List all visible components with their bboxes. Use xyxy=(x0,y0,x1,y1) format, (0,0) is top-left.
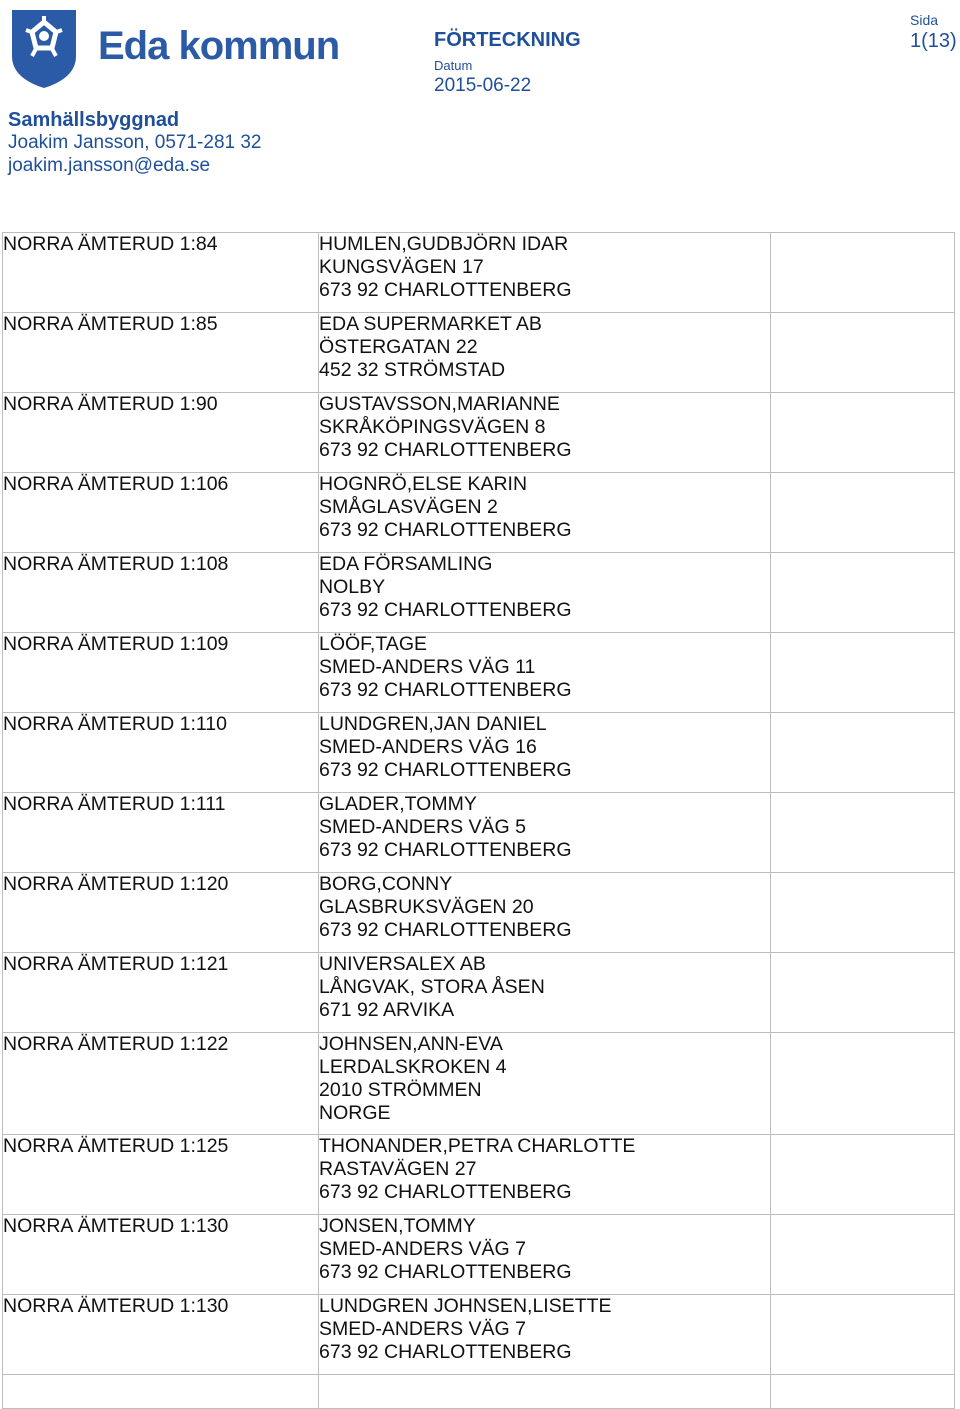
address-line: JOHNSEN,ANN-EVA xyxy=(319,1033,503,1055)
table-row xyxy=(3,1215,955,1295)
table-row xyxy=(3,1135,955,1215)
owner-address xyxy=(319,313,771,393)
address-line: SMED-ANDERS VÄG 11 xyxy=(319,656,536,678)
address-line: HOGNRÖ,ELSE KARIN xyxy=(319,473,528,495)
eda-kommun-logo xyxy=(8,6,340,90)
address-line: SKRÅKÖPINGSVÄGEN 8 xyxy=(319,416,546,438)
table-row xyxy=(3,633,955,713)
date-label: Datum xyxy=(434,58,473,73)
table-row xyxy=(3,1295,955,1375)
date-value: 2015-06-22 xyxy=(434,75,532,96)
empty-cell xyxy=(771,1033,955,1135)
owner-address xyxy=(319,1215,771,1295)
address-line: 452 32 STRÖMSTAD xyxy=(319,359,506,381)
address-line: SMED-ANDERS VÄG 16 xyxy=(319,736,537,758)
address-line: EDA SUPERMARKET AB xyxy=(319,313,542,335)
empty-cell xyxy=(771,633,955,713)
logo-text: Eda kommun xyxy=(98,24,340,68)
property-designation: NORRA ÄMTERUD 1:108 xyxy=(3,553,319,633)
property-designation: NORRA ÄMTERUD 1:106 xyxy=(3,473,319,553)
empty-cell xyxy=(771,233,955,313)
address-line: JONSEN,TOMMY xyxy=(319,1215,476,1237)
page-label: Sida xyxy=(910,12,939,28)
address-line: 673 92 CHARLOTTENBERG xyxy=(319,919,572,941)
property-designation: NORRA ÄMTERUD 1:121 xyxy=(3,953,319,1033)
owner-address xyxy=(319,633,771,713)
address-line: GLASBRUKSVÄGEN 20 xyxy=(319,896,534,918)
owner-address xyxy=(319,713,771,793)
address-line: LERDALSKROKEN 4 xyxy=(319,1056,507,1078)
property-designation: NORRA ÄMTERUD 1:84 xyxy=(3,233,319,313)
owner-address xyxy=(319,473,771,553)
empty-cell xyxy=(771,553,955,633)
empty-cell xyxy=(771,473,955,553)
property-designation: NORRA ÄMTERUD 1:85 xyxy=(3,313,319,393)
address-line: 673 92 CHARLOTTENBERG xyxy=(319,1341,572,1363)
property-designation: NORRA ÄMTERUD 1:111 xyxy=(3,793,319,873)
owner-address xyxy=(319,233,771,313)
address-line: 673 92 CHARLOTTENBERG xyxy=(319,519,572,541)
property-designation: NORRA ÄMTERUD 1:130 xyxy=(3,1215,319,1295)
contact-email: joakim.jansson@eda.se xyxy=(8,155,211,176)
table-row xyxy=(3,953,955,1033)
empty-cell xyxy=(771,393,955,473)
page-number: 1(13) xyxy=(910,30,957,52)
address-line: GUSTAVSSON,MARIANNE xyxy=(319,393,560,415)
owner-address xyxy=(319,873,771,953)
table-row xyxy=(3,1375,955,1409)
empty-cell xyxy=(771,1375,955,1409)
property-designation: NORRA ÄMTERUD 1:109 xyxy=(3,633,319,713)
owner-address xyxy=(319,393,771,473)
table-row xyxy=(3,233,955,313)
address-line: 673 92 CHARLOTTENBERG xyxy=(319,839,572,861)
property-owner-table xyxy=(2,232,955,1409)
address-line: BORG,CONNY xyxy=(319,873,453,895)
property-designation: NORRA ÄMTERUD 1:125 xyxy=(3,1135,319,1215)
empty-cell xyxy=(771,1135,955,1215)
address-line: HUMLEN,GUDBJÖRN IDAR xyxy=(319,233,569,255)
property-designation: NORRA ÄMTERUD 1:110 xyxy=(3,713,319,793)
table-row xyxy=(3,553,955,633)
department: Samhällsbyggnad xyxy=(8,109,180,131)
table-row xyxy=(3,1033,955,1135)
table-row xyxy=(3,713,955,793)
table-row xyxy=(3,393,955,473)
property-designation: NORRA ÄMTERUD 1:122 xyxy=(3,1033,319,1135)
empty-cell xyxy=(771,1295,955,1375)
table-row xyxy=(3,313,955,393)
empty-cell xyxy=(771,1215,955,1295)
address-line: ÖSTERGATAN 22 xyxy=(319,336,478,358)
owner-address xyxy=(319,1135,771,1215)
address-line: 673 92 CHARLOTTENBERG xyxy=(319,439,572,461)
coat-of-arms-icon xyxy=(8,6,80,90)
empty-cell xyxy=(771,793,955,873)
owner-address xyxy=(319,553,771,633)
address-line: SMÅGLASVÄGEN 2 xyxy=(319,496,498,518)
owner-address xyxy=(319,1295,771,1375)
address-line: KUNGSVÄGEN 17 xyxy=(319,256,484,278)
document-title: FÖRTECKNING xyxy=(434,29,581,51)
address-line: 2010 STRÖMMEN xyxy=(319,1079,482,1101)
address-line: EDA FÖRSAMLING xyxy=(319,553,493,575)
address-line: 673 92 CHARLOTTENBERG xyxy=(319,1181,572,1203)
address-line: LÖÖF,TAGE xyxy=(319,633,427,655)
property-designation: NORRA ÄMTERUD 1:90 xyxy=(3,393,319,473)
address-line: GLADER,TOMMY xyxy=(319,793,477,815)
address-line: 673 92 CHARLOTTENBERG xyxy=(319,599,572,621)
address-line: 673 92 CHARLOTTENBERG xyxy=(319,1261,572,1283)
address-line: SMED-ANDERS VÄG 7 xyxy=(319,1318,526,1340)
address-line: 673 92 CHARLOTTENBERG xyxy=(319,279,572,301)
address-line: 673 92 CHARLOTTENBERG xyxy=(319,759,572,781)
property-designation: NORRA ÄMTERUD 1:120 xyxy=(3,873,319,953)
table-body xyxy=(3,233,955,1409)
address-line: NORGE xyxy=(319,1102,391,1124)
table-row xyxy=(3,793,955,873)
contact-person: Joakim Jansson, 0571-281 32 xyxy=(8,132,262,153)
address-line: THONANDER,PETRA CHARLOTTE xyxy=(319,1135,636,1157)
address-line: LUNDGREN JOHNSEN,LISETTE xyxy=(319,1295,612,1317)
owner-address xyxy=(319,953,771,1033)
empty-cell xyxy=(771,713,955,793)
address-line: 673 92 CHARLOTTENBERG xyxy=(319,679,572,701)
owner-address xyxy=(319,1033,771,1135)
address-line: LUNDGREN,JAN DANIEL xyxy=(319,713,547,735)
address-line: 671 92 ARVIKA xyxy=(319,999,455,1021)
empty-cell xyxy=(771,873,955,953)
owner-address xyxy=(319,1375,771,1409)
property-designation xyxy=(3,1375,319,1409)
address-line: NOLBY xyxy=(319,576,386,598)
table-row xyxy=(3,873,955,953)
address-line: SMED-ANDERS VÄG 5 xyxy=(319,816,526,838)
address-line: SMED-ANDERS VÄG 7 xyxy=(319,1238,526,1260)
empty-cell xyxy=(771,953,955,1033)
address-line: RASTAVÄGEN 27 xyxy=(319,1158,477,1180)
table-row xyxy=(3,473,955,553)
address-line: LÅNGVAK, STORA ÅSEN xyxy=(319,976,545,998)
empty-cell xyxy=(771,313,955,393)
owner-address xyxy=(319,793,771,873)
address-line: UNIVERSALEX AB xyxy=(319,953,486,975)
property-designation: NORRA ÄMTERUD 1:130 xyxy=(3,1295,319,1375)
